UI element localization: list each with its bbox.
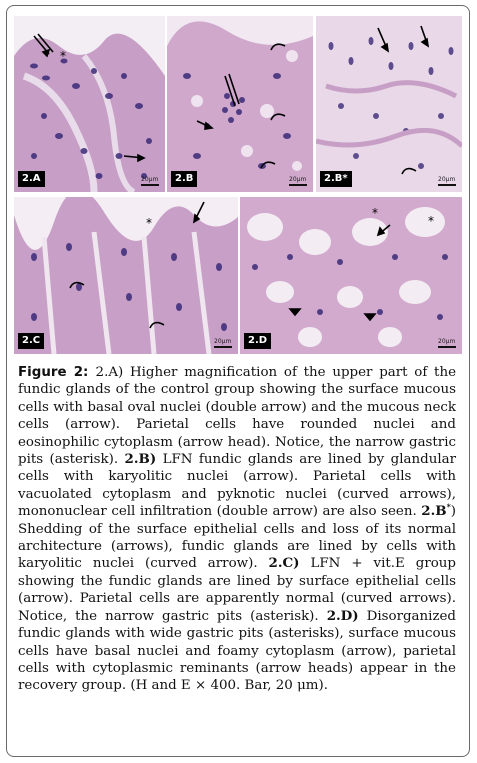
panel-label-2a: 2.A bbox=[18, 171, 45, 187]
svg-text:*: * bbox=[60, 49, 66, 63]
scale-text-2c: 20μm bbox=[214, 338, 232, 345]
scale-text-2b: 20μm bbox=[289, 176, 307, 183]
scale-bar-2bstar bbox=[438, 176, 456, 186]
micrograph-panel-2d bbox=[240, 197, 462, 354]
micrograph-2b-image bbox=[167, 16, 313, 192]
scale-bar-2c bbox=[214, 338, 232, 348]
micrograph-panel-2b bbox=[167, 16, 313, 192]
micrograph-panel-2bstar bbox=[316, 16, 462, 192]
micrograph-2a-image bbox=[14, 16, 165, 192]
caption-label-2d: 2.D) bbox=[326, 607, 359, 624]
scale-text-2d: 20μm bbox=[438, 338, 456, 345]
svg-text:*: * bbox=[372, 206, 378, 220]
scale-text-2a: 20μm bbox=[141, 176, 159, 183]
caption-part-2bstar: ) Shedding of the surface epithelial cells and loss of its normal architecture (arrows), fundic glands are lined by cells with karyolitic nuclei (curved arrow). bbox=[18, 504, 456, 572]
panel-label-2bstar: 2.B* bbox=[320, 171, 352, 187]
caption-label-2c: 2.C) bbox=[268, 555, 300, 572]
svg-text:*: * bbox=[146, 216, 152, 230]
micrograph-panel-2a bbox=[14, 16, 165, 192]
caption-part-2a: 2.A) Higher magnification of the upper part of the fundic glands of the control group showing the surface mucous cells with basal oval nuclei (double arrow) and the mucous neck cells (arrow). Parietal cells have rounded nuclei and eosinophilic cytoplasm (arrow head). Notice, the narrow gastric pits (asterisk). bbox=[18, 365, 456, 468]
panel-label-2b: 2.B bbox=[171, 171, 197, 187]
caption-label-2bstar bbox=[421, 503, 451, 519]
scale-text-2bstar: 20μm bbox=[438, 176, 456, 183]
panel-label-2c: 2.C bbox=[18, 333, 44, 349]
scale-bar-2b bbox=[289, 176, 307, 186]
micrograph-panel-2c bbox=[14, 197, 238, 354]
caption-label-2bstar-text: 2.B bbox=[421, 503, 447, 520]
micrograph-2d-image bbox=[240, 197, 462, 354]
figure-caption bbox=[18, 364, 456, 695]
caption-part-2b: LFN fundic glands are lined by glandular cells with karyolitic nuclei (arrow). Parietal cells with vacuolated cytoplasm and pyknotic nuclei (curved arrows), mononuclear cell infiltration (double arrow) are also seen. bbox=[18, 452, 457, 520]
caption-label-2b: 2.B) bbox=[124, 451, 157, 468]
panel-label-2d: 2.D bbox=[244, 333, 271, 349]
caption-part-2c: LFN + vit.E group showing the fundic glands are lined by surface epithelial cells (arrow). Parietal cells are apparently normal (curved arrows). Notice, the narrow gastric pits (asterisk). bbox=[18, 556, 456, 624]
micrograph-2bstar-image bbox=[316, 16, 462, 192]
svg-text:*: * bbox=[428, 214, 434, 228]
caption-part-2d: Disorganized fundic glands with wide gastric pits (asterisks), surface mucous cells have basal nuclei and foamy cytoplasm (arrow), parietal cells with cytoplasmic reminants (arrow heads) appear in the recovery group. (H and E × 400. Bar, 20 μm). bbox=[18, 608, 457, 694]
scale-bar-2d bbox=[438, 338, 456, 348]
scale-bar-2a bbox=[141, 176, 159, 186]
micrograph-2c-image bbox=[14, 197, 238, 354]
caption-label-2bstar-sup: * bbox=[446, 501, 451, 512]
caption-lead: Figure 2: bbox=[18, 365, 96, 380]
